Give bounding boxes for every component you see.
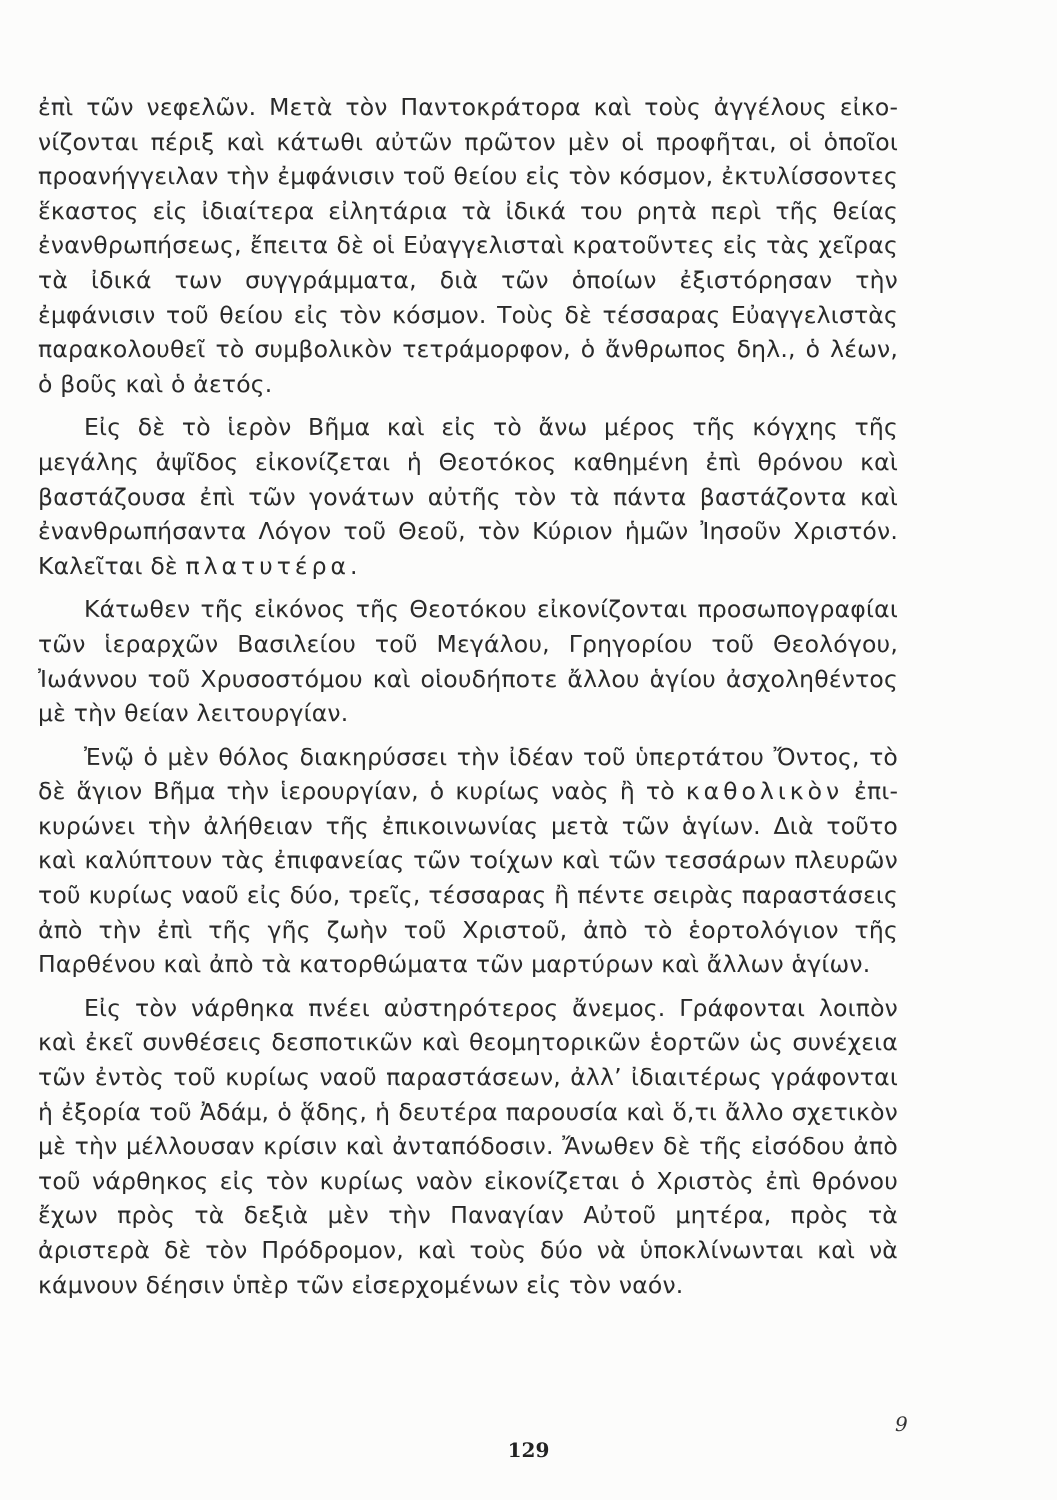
paragraph-3-text: Κάτωθεν τῆς εἰκόνος τῆς Θεοτόκου εἰκονίζονται προσωπογραφίαι τῶν ἱεραρχῶν Βασιλείου τοῦ Μεγάλου, Γρηγορίου τοῦ Θεολόγου, Ἰωάννου τοῦ Χρυσοστόμου καὶ οἱουδήποτε ἄλλου ἁγίου ἀσχοληθέντος μὲ τὴν θείαν λειτουργίαν. [38,595,898,728]
spaced-term-katholikon: καθολικὸν [685,777,844,806]
paragraph-1 [38,90,898,401]
spaced-term-platytera: πλατυτέρα [185,551,351,580]
paragraph-4-text: Ἐνῷ ὁ μὲν θόλος διακηρύσσει τὴν ἰδέαν τοῦ ὑπερτάτου Ὄντος, τὸ δὲ ἅγιον Βῆμα τὴν ἱερουργίαν, ὁ κυρίως ναὸς ἢ τὸ [38,742,898,806]
paragraph-2 [38,410,898,583]
paragraph-4-text-cont: ἐπικυρώνει τὴν ἀλήθειαν τῆς ἐπικοινωνίας μετὰ τῶν ἁγίων. Διὰ τοῦτο καὶ καλύπτουν τὰς ἐπιφανείας τῶν τοίχων καὶ τῶν τεσσάρων πλευρῶν τοῦ κυρίως ναοῦ εἰς δύο, τρεῖς, τέσσαρας ἢ πέντε σειρὰς παραστάσεις ἀπὸ τὴν ἐπὶ τῆς γῆς ζωὴν τοῦ Χριστοῦ, ἀπὸ τὸ ἑορτολόγιον τῆς Παρθένου καὶ ἀπὸ τὰ κατορθώματα τῶν μαρτύρων καὶ ἄλλων ἁγίων. [38,777,898,979]
paragraph-5-text: Εἰς τὸν νάρθηκα πνέει αὐστηρότερος ἄνεμος. Γράφονται λοιπὸν καὶ ἐκεῖ συνθέσεις δεσποτικῶν καὶ θεομητορικῶν ἑορτῶν ὡς συνέχεια τῶν ἐντὸς τοῦ κυρίως ναοῦ παραστάσεων, ἀλλ’ ἰδιαιτέρως γράφονται ἡ ἐξορία τοῦ Ἀδάμ, ὁ ᾅδης, ἡ δευτέρα παρουσία καὶ ὅ,τι ἄλλο σχετικὸν μὲ τὴν μέλλουσαν κρίσιν καὶ ἀνταπόδοσιν. Ἄνωθεν δὲ τῆς εἰσόδου ἀπὸ τοῦ νάρθηκος εἰς τὸν κυρίως ναὸν εἰκονίζεται ὁ Χριστὸς ἐπὶ θρόνου ἔχων πρὸς τὰ δεξιὰ μὲν τὴν Παναγίαν Αὐτοῦ μητέρα, πρὸς τὰ ἀριστερὰ δὲ τὸν Πρόδρομον, καὶ τοὺς δύο νὰ ὑποκλίνωνται καὶ νὰ κάμνουν δέησιν ὑπὲρ τῶν εἰσερχομένων εἰς τὸν ναόν. [38,993,898,1299]
paragraph-4 [38,740,898,982]
paragraph-1-text: ἐπὶ τῶν νεφελῶν. Μετὰ τὸν Παντοκράτορα καὶ τοὺς ἀγγέλους εἰκονίζονται πέριξ καὶ κάτωθι αὐτῶν πρῶτον μὲν οἱ προφῆται, οἱ ὁποῖοι προανήγγειλαν τὴν ἐμφάνισιν τοῦ θείου εἰς τὸν κόσμον, ἐκτυλίσσοντες ἕκαστος εἰς ἰδιαίτερα εἰλητάρια τὰ ἰδικά του ρητὰ περὶ τῆς θείας ἐνανθρωπήσεως, ἔπειτα δὲ οἱ Εὐαγγελισταὶ κρατοῦντες εἰς τὰς χεῖρας τὰ ἰδικά των συγγράμματα, διὰ τῶν ὁποίων ἐξιστόρησαν τὴν ἐμφάνισιν τοῦ θείου εἰς τὸν κόσμον. Τοὺς δὲ τέσσαρας Εὐαγγελιστὰς παρακολουθεῖ τὸ συμβολικὸν τετράμορφον, ὁ ἄνθρωπος δηλ., ὁ λέων, ὁ βοῦς καὶ ὁ ἀετός. [38,93,898,398]
signature-mark: 9 [895,1412,908,1436]
paragraph-5 [38,991,898,1302]
paragraph-2-text: Εἰς δὲ τὸ ἱερὸν Βῆμα καὶ εἰς τὸ ἄνω μέρος τῆς κόγχης τῆς μεγάλης ἀψῖδος εἰκονίζεται ἡ Θεοτόκος καθημένη ἐπὶ θρόνου καὶ βαστάζουσα ἐπὶ τῶν γονάτων αὐτῆς τὸν τὰ πάντα βαστάζοντα καὶ ἐνανθρωπήσαντα Λόγον τοῦ Θεοῦ, τὸν Κύριον ἡμῶν Ἰησοῦν Χριστόν. Καλεῖται δὲ [38,413,898,580]
paragraph-2-end: . [350,551,358,580]
page-number: 129 [507,1438,550,1462]
body-text [38,90,898,1311]
paragraph-3 [38,592,898,730]
